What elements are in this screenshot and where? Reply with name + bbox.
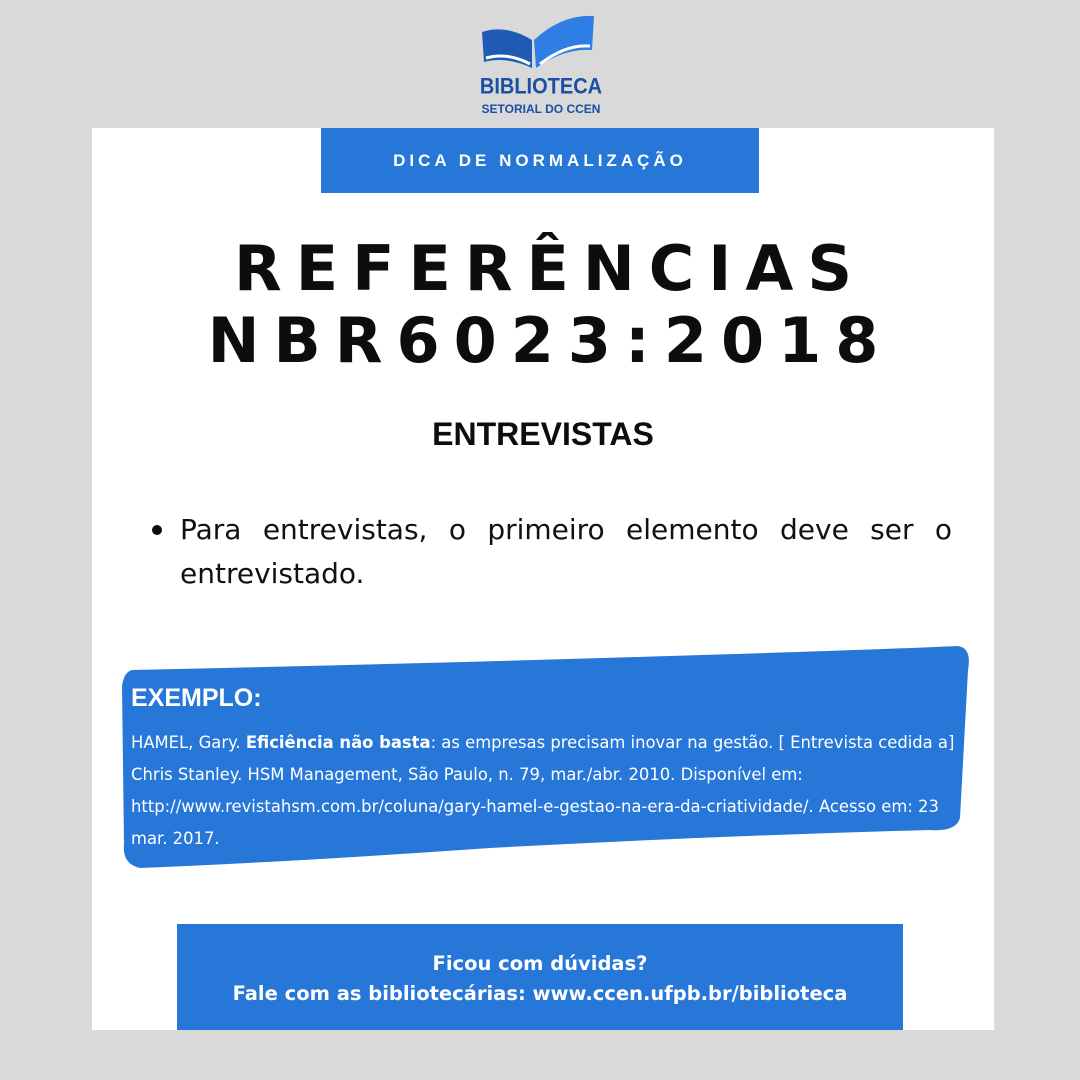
reference-title: Eficiência não basta (245, 733, 431, 752)
logo-subtitle: SETORIAL DO CCEN (481, 102, 601, 116)
reference-author: HAMEL, Gary. (131, 733, 246, 752)
example-heading: EXEMPLO: (131, 684, 262, 712)
reference-details: : as empresas precisam inovar na gestão. [ Entrevista cedida a] Chris Stanley. HSM Management, São Paulo, n. 79, mar./abr. 2010. Disponível em: http://www.revistahsm.com.br/coluna/gary-hamel-e-gestao-na-era-da-criatividade/. Acesso em: 23 mar. 2017. (131, 733, 955, 848)
contact-footer (177, 924, 903, 1030)
example-reference (131, 727, 961, 855)
page-title-line2: NBR6023:2018 (207, 304, 893, 377)
footer-contact-link[interactable]: Fale com as bibliotecárias: www.ccen.ufpb.br/biblioteca (232, 982, 848, 1005)
category-tag: DICA DE NORMALIZAÇÃO (321, 128, 759, 193)
open-book-icon (476, 10, 606, 80)
bullet-item (152, 508, 952, 596)
bullet-text: Para entrevistas, o primeiro elemento deve ser o entrevistado. (180, 513, 952, 590)
section-heading: ENTREVISTAS (432, 416, 654, 452)
bullet-icon (152, 525, 162, 535)
library-logo (476, 10, 606, 120)
page-title-line1: REFERÊNCIAS (234, 232, 866, 305)
logo-title: BIBLIOTECA (479, 74, 603, 100)
footer-question: Ficou com dúvidas? (432, 952, 648, 975)
